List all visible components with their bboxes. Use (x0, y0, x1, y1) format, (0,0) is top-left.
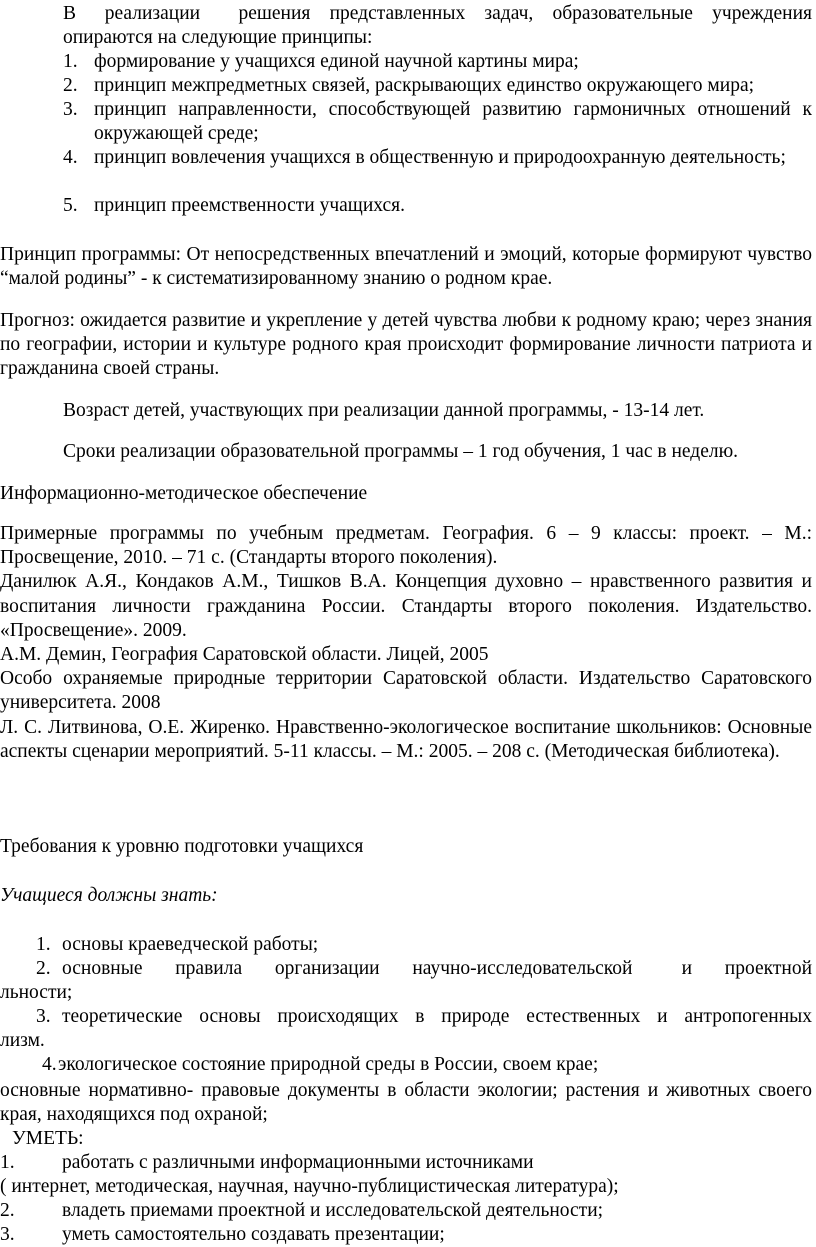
reference-item: Данилюк А.Я., Кондаков А.М., Тишков В.А. Концепция духовно – нравственного развития и воспитания личности гражданина России. Стандарты второго поколения. Издательство. «Просвещение». 2009. (0, 571, 812, 641)
know-list (0, 933, 812, 1077)
can-list (0, 1151, 812, 1247)
reference-item: Л. С. Литвинова, О.Е. Жиренко. Нравственно-экологическое воспитание школьников: Основные аспекты сценарии мероприятий. 5-11 классы. – М.: 2005. – 208 с. (Методическая библиотека). (0, 716, 812, 762)
know-extra: основные нормативно- правовые документы в области экологии; растения и животных своего края, находящихся под охраной; (0, 1080, 812, 1126)
list-item: 2. владеть приемами проектной и исследовательской деятельности; (0, 1200, 604, 1221)
intro-lead (63, 2, 812, 50)
list-item: 1. формирование у учащихся единой научной картины мира; (63, 51, 579, 72)
list-item: 2. основные правила организации научно-исследовательской и проектной льности; (0, 958, 812, 1003)
list-item: 5. принцип преемственности учащихся. (63, 195, 405, 216)
program-principle: Принцип программы: От непосредственных впечатлений и эмоций, которые формируют чувство “малой родины” - к систематизированному знанию о родном крае. (0, 244, 812, 290)
reference-item: А.М. Демин, География Саратовской области. Лицей, 2005 (0, 644, 489, 666)
terms-line: Сроки реализации образовательной программы – 1 год обучения, 1 час в неделю. (63, 441, 739, 462)
reference-item: Особо охраняемые природные территории Саратовской области. Издательство Саратовского университета. 2008 (0, 668, 812, 714)
list-item: 4. принцип вовлечения учащихся в общественную и природоохранную деятельность; (63, 147, 786, 168)
list-item: 3. принцип направленности, способствующей развитию гармоничных отношений к окружающей среде; (63, 99, 812, 145)
reference-item: Примерные программы по учебным предметам. География. 6 – 9 классы: проект. – М.: Просвещение, 2010. – 71 с. (Стандарты второго поколения). (0, 523, 812, 569)
list-item: 1. работать с различными информационными источниками (0, 1152, 534, 1173)
intro-lead-line-2: опираются на следующие принципы: (63, 27, 373, 49)
list-item: ( интернет, методическая, научная, научно-публицистическая литература); (0, 1176, 619, 1197)
list-item: 3. теоретические основы происходящих в природе естественных и антропогенных лизм. (0, 1006, 812, 1051)
list-item: 3. уметь самостоятельно создавать презентации; (0, 1224, 445, 1245)
know-heading: Учащиеся должны знать: (0, 885, 218, 906)
intro-lead-line-1: В реализации решения представленных задач, образовательные учреждения (63, 3, 812, 24)
can-heading: УМЕТЬ: (12, 1128, 84, 1149)
forecast-paragraph: Прогноз: ожидается развитие и укрепление у детей чувства любви к родному краю; через знания по географии, истории и культуре родного края происходит формирование личности патриота и гражданина своей страны. (0, 310, 812, 380)
references-list (0, 522, 812, 764)
age-line: Возраст детей, участвующих при реализации данной программы, - 13-14 лет. (63, 400, 705, 421)
info-heading: Информационно-методическое обеспечение (0, 483, 368, 504)
list-item: 2. принцип межпредметных связей, раскрывающих единство окружающего мира; (63, 75, 755, 96)
list-item: 1. основы краеведческой работы; (36, 934, 319, 955)
principles-list (0, 50, 816, 218)
list-item: 4. экологическое состояние природной среды в России, своем крае; (42, 1054, 599, 1075)
requirements-heading: Требования к уровню подготовки учащихся (0, 836, 364, 857)
